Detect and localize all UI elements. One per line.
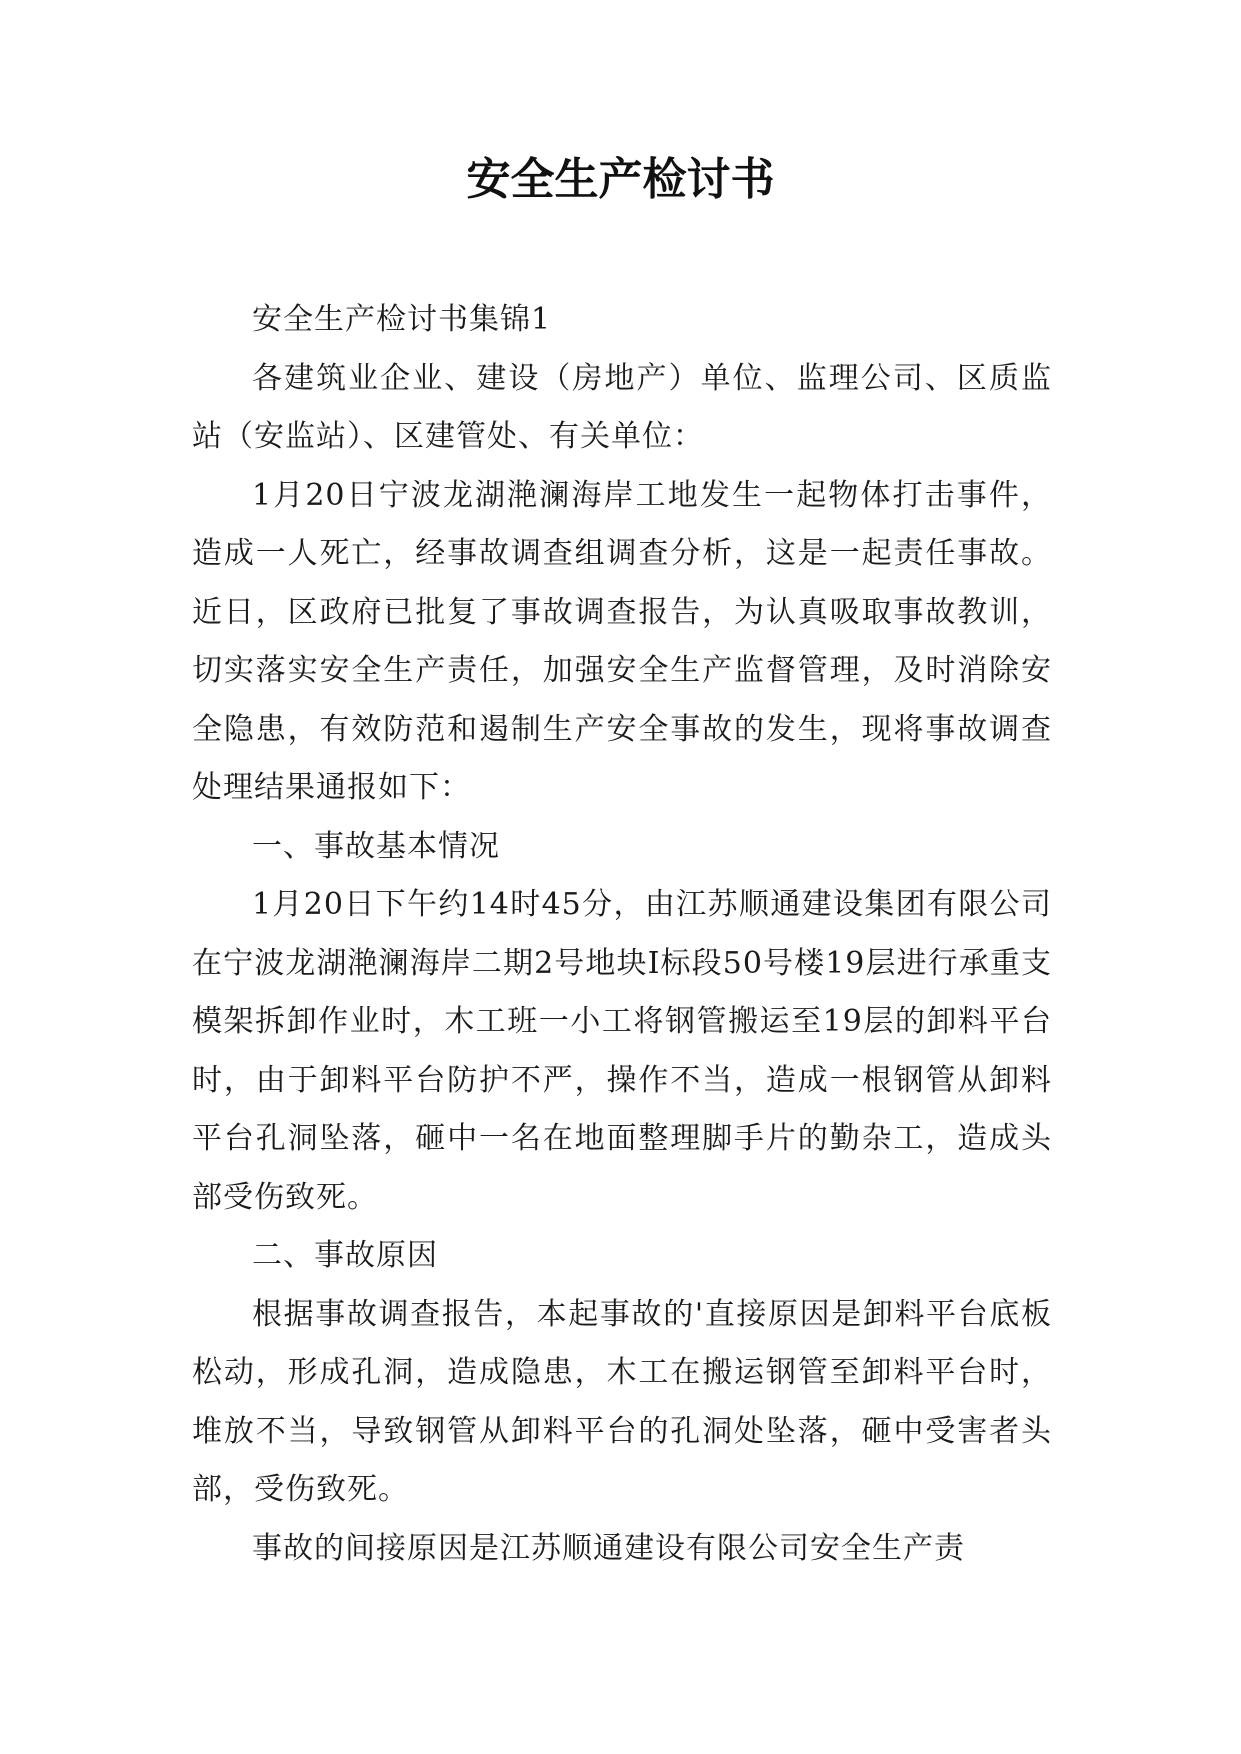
paragraph-direct-cause: 根据事故调查报告，本起事故的'直接原因是卸料平台底板松动，形成孔洞，造成隐患，木工在搬运钢管至卸料平台时，堆放不当，导致钢管从卸料平台的孔洞处坠落，砸中受害者头部，受伤致死。 — [192, 1296, 1052, 1507]
paragraph-indirect-cause: 事故的间接原因是江苏顺通建设有限公司安全生产责 — [252, 1530, 965, 1566]
section-heading-causes: 二、事故原因 — [252, 1238, 438, 1273]
paragraph-addressees: 各建筑业企业、建设（房地产）单位、监理公司、区质监站（安监站）、区建管处、有关单位： — [192, 360, 1052, 454]
paragraph-heading-collection: 安全生产检讨书集锦1 — [252, 302, 552, 337]
document-body — [192, 291, 1052, 1578]
section-heading-basic-situation: 一、事故基本情况 — [252, 828, 500, 864]
paragraph-incident-notice: 1月20日宁波龙湖滟澜海岸工地发生一起物体打击事件，造成一人死亡，经事故调查组调查分析，这是一起责任事故。近日，区政府已批复了事故调查报告，为认真吸取事故教训，切实落实安全生产责任，加强安全生产监督管理，及时消除安全隐患，有效防范和遏制生产安全事故的发生，现将事故调查处理结果通报如下： — [192, 477, 1052, 805]
paragraph-basic-situation: 1月20日下午约14时45分，由江苏顺通建设集团有限公司在宁波龙湖滟澜海岸二期2号地块I标段50号楼19层进行承重支模架拆卸作业时，木工班一小工将钢管搬运至19层的卸料平台时，由于卸料平台防护不严，操作不当，造成一根钢管从卸料平台孔洞坠落，砸中一名在地面整理脚手片的勤杂工，造成头部受伤致死。 — [192, 887, 1052, 1215]
document-title: 安全生产检讨书 — [466, 154, 775, 205]
